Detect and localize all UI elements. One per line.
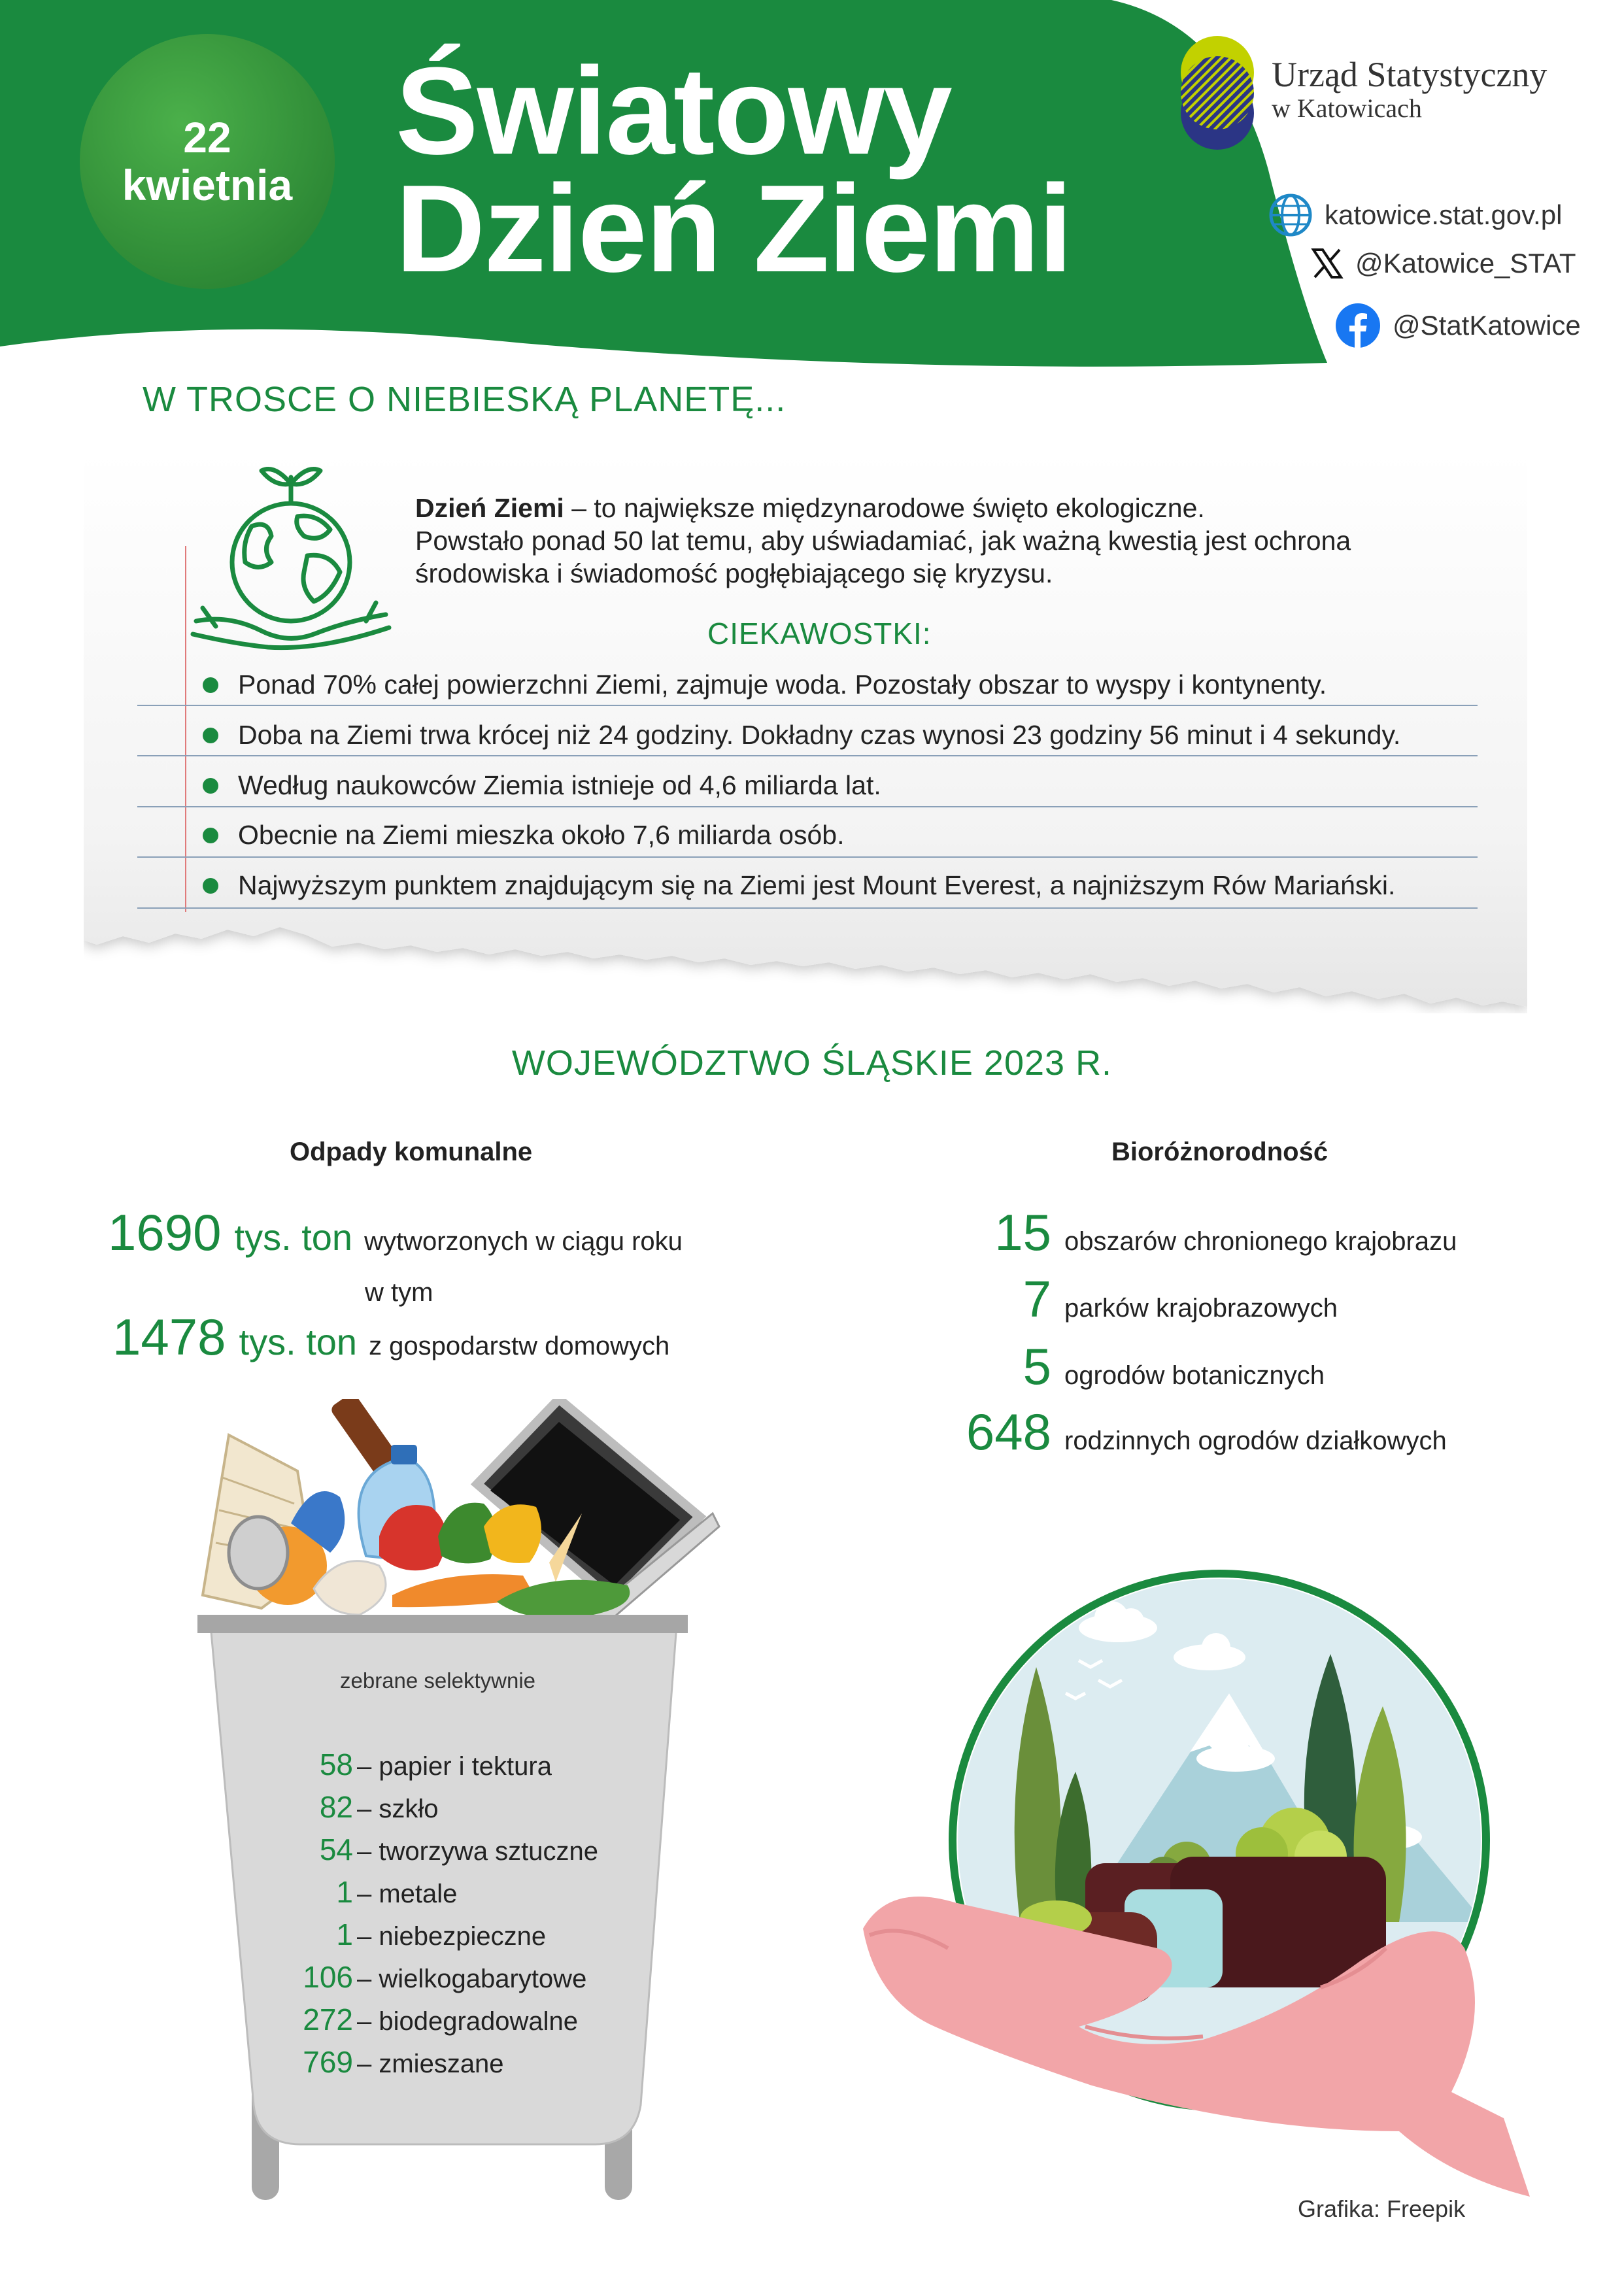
biodiversity-label: parków krajobrazowych xyxy=(1064,1294,1338,1323)
waste-total-desc: wytworzonych w ciągu roku xyxy=(364,1227,683,1256)
selective-value: 82 xyxy=(319,1790,353,1824)
selective-row xyxy=(288,2002,578,2037)
bullet-dot xyxy=(203,778,218,794)
selective-row xyxy=(288,1874,457,1910)
selective-row xyxy=(288,1747,552,1782)
ruled-line xyxy=(137,755,1478,756)
intro-line-2: Powstało ponad 50 lat temu, aby uświadamiać, jak ważną kwestią jest ochrona xyxy=(415,526,1351,556)
fact-text: Doba na Ziemi trwa krócej niż 24 godziny. Dokładny czas wynosi 23 godziny 56 minut i 4 sekundy. xyxy=(238,720,1401,750)
title-line-1: Światowy xyxy=(396,42,951,180)
selective-value: 769 xyxy=(303,2045,353,2079)
logo-name: Urząd Statystyczny xyxy=(1272,55,1548,94)
selective-value: 106 xyxy=(303,1960,353,1994)
intro-bold-term: Dzień Ziemi xyxy=(415,493,564,523)
biodiversity-heading: Bioróżnorodność xyxy=(1111,1138,1328,1166)
ruled-line xyxy=(137,806,1478,807)
waste-total-unit: tys. ton xyxy=(234,1217,353,1258)
date-day: 22 xyxy=(183,113,231,162)
fact-text: Według naukowców Ziemia istnieje od 4,6 miliarda lat. xyxy=(238,770,881,800)
facts-heading: CIEKAWOSTKI: xyxy=(707,616,932,650)
intro-rest: – to największe międzynarodowe święto ekologiczne. xyxy=(564,493,1205,523)
waste-connector: w tym xyxy=(365,1278,433,1307)
bullet-dot xyxy=(203,677,218,693)
selective-value: 1 xyxy=(336,1875,353,1909)
selective-row xyxy=(288,1832,598,1867)
selective-label: – tworzywa sztuczne xyxy=(357,1837,599,1866)
selective-row xyxy=(288,2044,504,2080)
biodiversity-row xyxy=(955,1270,1338,1329)
selective-value: 54 xyxy=(319,1832,353,1866)
biodiversity-value: 5 xyxy=(1023,1338,1051,1395)
title-line-2: Dzień Ziemi xyxy=(396,160,1072,298)
waste-household-unit: tys. ton xyxy=(239,1321,358,1362)
fact-item xyxy=(203,669,1327,700)
ruled-line xyxy=(137,705,1478,706)
nature-in-hand-illustration xyxy=(863,1556,1530,2197)
region-heading: WOJEWÓDZTWO ŚLĄSKIE 2023 R. xyxy=(511,1043,1113,1083)
page-title xyxy=(396,42,1072,298)
x-handle-text: @Katowice_STAT xyxy=(1355,248,1576,279)
selective-label: – szkło xyxy=(357,1795,439,1823)
intro-line-3: środowiska i świadomość pogłębiającego się kryzysu. xyxy=(415,558,1053,588)
fact-item xyxy=(203,770,881,801)
biodiversity-value: 7 xyxy=(1023,1270,1051,1328)
x-link[interactable] xyxy=(1311,247,1576,280)
date-month: kwietnia xyxy=(122,161,293,209)
fact-item xyxy=(203,720,1400,751)
date-badge xyxy=(80,34,335,289)
x-logo-icon xyxy=(1311,247,1344,280)
fact-item xyxy=(203,870,1395,901)
waste-total-row xyxy=(108,1203,683,1262)
logo-city: w Katowicach xyxy=(1272,93,1422,124)
statistics-office-logo-icon xyxy=(1177,36,1259,150)
selective-label: – zmieszane xyxy=(357,2050,504,2078)
intro-paragraph xyxy=(415,492,1396,590)
selective-label: – metale xyxy=(357,1880,458,1908)
selective-label: – papier i tektura xyxy=(357,1752,552,1781)
biodiversity-label: obszarów chronionego krajobrazu xyxy=(1064,1227,1457,1256)
selective-row xyxy=(288,1789,439,1825)
bullet-dot xyxy=(203,728,218,743)
section-heading-care: W TROSCE O NIEBIESKĄ PLANETĘ... xyxy=(143,380,787,419)
fact-text: Ponad 70% całej powierzchni Ziemi, zajmuje woda. Pozostały obszar to wyspy i kontynenty. xyxy=(238,669,1327,700)
biodiversity-row xyxy=(955,1337,1325,1396)
graphics-credit: Grafika: Freepik xyxy=(1298,2195,1466,2222)
website-link[interactable] xyxy=(1268,193,1562,237)
biodiversity-value: 648 xyxy=(966,1403,1051,1460)
bullet-dot xyxy=(203,828,218,843)
selective-caption: zebrane selektywnie xyxy=(340,1668,535,1693)
biodiversity-label: rodzinnych ogrodów działkowych xyxy=(1064,1427,1447,1455)
selective-label: – biodegradowalne xyxy=(357,2007,579,2036)
biodiversity-label: ogrodów botanicznych xyxy=(1064,1361,1325,1390)
globe-icon xyxy=(1268,193,1313,237)
website-text: katowice.stat.gov.pl xyxy=(1325,199,1563,230)
earth-in-hands-icon xyxy=(190,458,392,654)
waste-household-row xyxy=(112,1308,669,1367)
biodiversity-row xyxy=(955,1402,1447,1462)
fact-item xyxy=(203,820,845,851)
selective-value: 272 xyxy=(303,2002,353,2036)
selective-row xyxy=(288,1917,546,1952)
selective-row xyxy=(288,1959,586,1995)
facebook-link[interactable] xyxy=(1335,303,1581,348)
fact-text: Najwyższym punktem znajdującym się na Ziemi jest Mount Everest, a najniższym Rów Mariański. xyxy=(238,870,1396,900)
waste-household-value: 1478 xyxy=(112,1308,226,1366)
bullet-dot xyxy=(203,878,218,894)
biodiversity-row xyxy=(955,1203,1457,1262)
selective-value: 58 xyxy=(319,1747,353,1781)
ruled-line xyxy=(137,856,1478,858)
waste-heading: Odpady komunalne xyxy=(290,1138,533,1166)
selective-label: – niebezpieczne xyxy=(357,1922,547,1951)
selective-value: 1 xyxy=(336,1917,353,1951)
facebook-icon xyxy=(1335,303,1381,348)
statistics-office-name xyxy=(1272,56,1547,123)
waste-household-desc: z gospodarstw domowych xyxy=(369,1332,670,1360)
facebook-handle-text: @StatKatowice xyxy=(1393,310,1581,341)
waste-total-value: 1690 xyxy=(108,1204,222,1261)
waste-bin-illustration xyxy=(183,1399,726,2210)
biodiversity-value: 15 xyxy=(994,1204,1051,1261)
fact-text: Obecnie na Ziemi mieszka około 7,6 miliarda osób. xyxy=(238,820,845,850)
selective-label: – wielkogabarytowe xyxy=(357,1965,587,1993)
ruled-line xyxy=(137,907,1478,909)
